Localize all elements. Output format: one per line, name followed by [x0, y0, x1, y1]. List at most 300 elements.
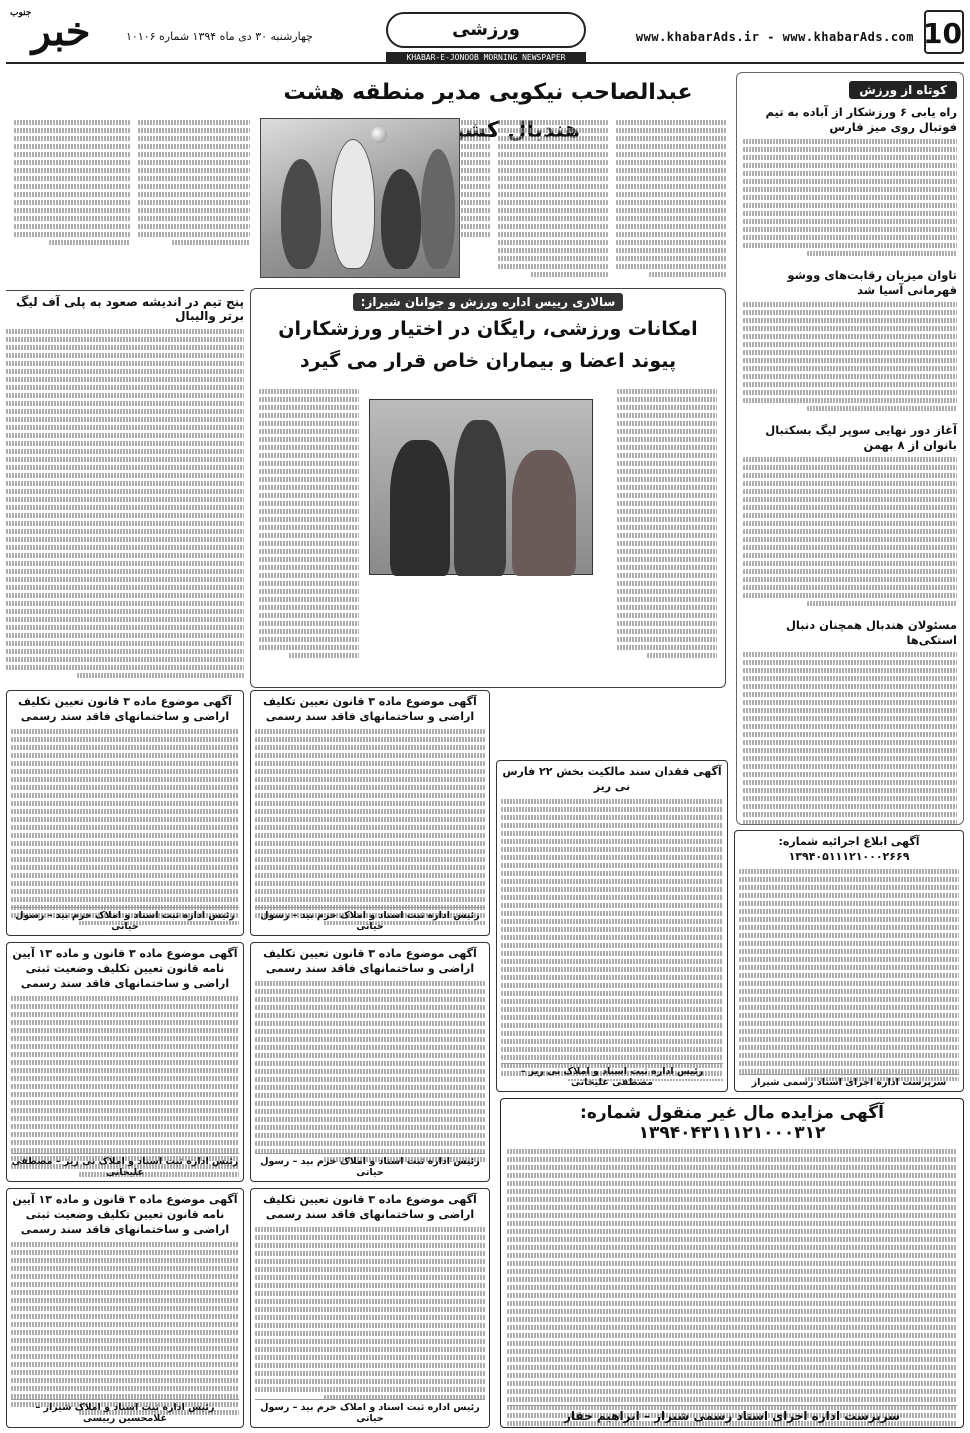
text-lines	[507, 1221, 957, 1226]
text-lines	[501, 1023, 723, 1028]
auction-body	[507, 1149, 957, 1428]
text-lines	[743, 457, 957, 462]
story-column	[498, 118, 608, 278]
text-lines	[255, 1235, 485, 1240]
text-lines	[617, 525, 717, 530]
notice-title[interactable]: آگهی ابلاغ اجرائیه شماره: ۱۳۹۴۰۵۱۱۱۲۱۰۰۰۲۶۶۹	[778, 835, 920, 863]
text-lines	[11, 833, 239, 838]
text-lines	[743, 585, 957, 590]
text-lines	[259, 581, 359, 586]
text-lines	[259, 461, 359, 466]
text-lines	[255, 833, 485, 838]
text-lines	[255, 1291, 485, 1296]
text-lines	[616, 232, 726, 237]
text-lines	[498, 200, 608, 205]
text-lines	[11, 1124, 239, 1129]
text-lines	[11, 1330, 239, 1335]
text-lines	[616, 200, 726, 205]
text-lines	[739, 933, 959, 938]
text-lines	[6, 457, 244, 462]
dateline: چهارشنبه ۳۰ دی ماه ۱۳۹۴ شماره ۱۰۱۰۶	[126, 30, 313, 43]
text-lines	[501, 887, 723, 892]
text-lines	[138, 120, 250, 125]
text-lines	[11, 817, 239, 822]
text-lines	[14, 200, 130, 205]
text-lines	[6, 377, 244, 382]
text-lines	[255, 1227, 485, 1232]
site-url[interactable]: www.khabarAds.ir - www.khabarAds.com	[635, 30, 914, 44]
volleyball-headline[interactable]: پنج تیم در اندیشه صعود به پلی آف لیگ برتر والیبال	[15, 295, 244, 323]
text-lines	[507, 1357, 957, 1362]
handball-ball	[371, 127, 387, 143]
text-lines	[743, 660, 957, 665]
notice-title[interactable]: آگهی فقدان سند مالکیت بخش ۲۲ فارس نی ریز	[502, 765, 722, 793]
auction-title[interactable]: آگهی مزایده مال غیر منقول شماره: ۱۳۹۴۰۴۳۱۱۱۲۱۰۰۰۳۱۲	[580, 1103, 884, 1143]
text-lines	[6, 369, 244, 374]
notice-signature: رئیس اداره ثبت اسناد و املاک نی ریز – مصطفی علیخانی	[11, 1153, 239, 1178]
text-lines	[617, 605, 717, 610]
text-lines	[255, 1243, 485, 1248]
text-lines	[617, 461, 717, 466]
text-lines	[255, 793, 485, 798]
text-lines	[743, 684, 957, 689]
text-lines	[807, 406, 957, 411]
feature-headline-line2[interactable]: پیوند اعضا و بیماران خاص قرار می گیرد	[299, 350, 677, 372]
brief-item	[743, 268, 957, 411]
text-lines	[259, 509, 359, 514]
text-lines	[138, 200, 250, 205]
text-lines	[255, 1109, 485, 1114]
text-lines	[11, 1004, 239, 1009]
text-lines	[739, 1037, 959, 1042]
text-lines	[11, 1378, 239, 1383]
text-lines	[507, 1365, 957, 1370]
text-lines	[11, 777, 239, 782]
text-lines	[259, 613, 359, 618]
text-lines	[743, 569, 957, 574]
text-lines	[259, 517, 359, 522]
text-lines	[617, 573, 717, 578]
text-lines	[259, 557, 359, 562]
text-lines	[11, 1338, 239, 1343]
text-lines	[498, 184, 608, 189]
text-lines	[743, 163, 957, 168]
text-lines	[501, 855, 723, 860]
text-lines	[743, 764, 957, 769]
text-lines	[255, 1005, 485, 1010]
text-lines	[743, 465, 957, 470]
notice-signature: رئیس اداره ثبت اسناد و املاک شیراز – غلامحسین رییسی	[11, 1399, 239, 1424]
text-lines	[617, 541, 717, 546]
auction-signature: سرپرست اداره اجرای اسناد رسمی شیراز – ابراهیم حقار	[507, 1405, 957, 1423]
text-lines	[6, 361, 244, 366]
text-lines	[259, 421, 359, 426]
text-lines	[259, 413, 359, 418]
text-lines	[14, 216, 130, 221]
masthead	[6, 6, 964, 64]
text-lines	[616, 184, 726, 189]
text-lines	[507, 1269, 957, 1274]
text-lines	[11, 809, 239, 814]
text-lines	[138, 128, 250, 133]
text-lines	[739, 941, 959, 946]
text-lines	[138, 152, 250, 157]
story-column	[616, 118, 726, 278]
text-lines	[743, 724, 957, 729]
legal-notice	[496, 760, 728, 1092]
text-lines	[11, 1052, 239, 1057]
text-lines	[255, 1117, 485, 1122]
text-lines	[739, 1045, 959, 1050]
briefs-label: کوتاه از ورزش	[849, 81, 957, 99]
notice-body	[255, 727, 485, 925]
text-lines	[6, 545, 244, 550]
text-lines	[743, 211, 957, 216]
text-lines	[498, 224, 608, 229]
text-lines	[138, 216, 250, 221]
text-lines	[11, 1100, 239, 1105]
text-lines	[259, 637, 359, 642]
text-lines	[11, 1140, 239, 1145]
story-column	[138, 118, 250, 278]
text-lines	[11, 1116, 239, 1121]
notice-body	[501, 797, 723, 1081]
text-lines	[743, 139, 957, 144]
notice-body	[11, 727, 239, 925]
text-lines	[138, 144, 250, 149]
text-lines	[743, 513, 957, 518]
text-lines	[6, 385, 244, 390]
text-lines	[11, 1258, 239, 1263]
text-lines	[6, 657, 244, 662]
text-lines	[739, 885, 959, 890]
text-lines	[743, 398, 957, 403]
story-column	[617, 387, 717, 683]
text-lines	[6, 505, 244, 510]
text-lines	[255, 849, 485, 854]
text-lines	[507, 1237, 957, 1242]
text-lines	[507, 1181, 957, 1186]
text-lines	[743, 748, 957, 753]
text-lines	[616, 144, 726, 149]
text-lines	[531, 272, 608, 277]
text-lines	[255, 1085, 485, 1090]
text-lines	[617, 493, 717, 498]
text-lines	[743, 521, 957, 526]
brief-title[interactable]: راه یابی ۶ ورزشکار از آباده به تیم فوتبال روی میز فارس	[765, 105, 957, 134]
text-lines	[138, 224, 250, 229]
text-lines	[11, 1354, 239, 1359]
text-lines	[739, 901, 959, 906]
text-lines	[739, 869, 959, 874]
text-lines	[501, 943, 723, 948]
text-lines	[259, 437, 359, 442]
text-lines	[501, 807, 723, 812]
text-lines	[11, 1068, 239, 1073]
text-lines	[616, 176, 726, 181]
text-lines	[255, 1093, 485, 1098]
notice-title[interactable]: آگهی موضوع ماده ۳ قانون و ماده ۱۳ آیین نامه قانون تعیین تکلیف وضعیت ثبتی اراضی و ساختمانهای فاقد سند رسمی	[12, 947, 238, 990]
text-lines	[616, 160, 726, 165]
text-lines	[498, 208, 608, 213]
text-lines	[11, 1386, 239, 1391]
text-lines	[743, 820, 957, 825]
text-lines	[739, 973, 959, 978]
text-lines	[743, 302, 957, 307]
player-figure	[281, 159, 321, 269]
text-lines	[739, 1061, 959, 1066]
text-lines	[743, 155, 957, 160]
text-lines	[14, 136, 130, 141]
text-lines	[501, 839, 723, 844]
feature-headline-line1[interactable]: امکانات ورزشی، رایگان در اختیار ورزشکاران	[278, 318, 698, 340]
text-lines	[14, 120, 130, 125]
text-lines	[138, 208, 250, 213]
text-lines	[617, 557, 717, 562]
text-lines	[498, 264, 608, 269]
text-lines	[11, 1250, 239, 1255]
text-lines	[259, 597, 359, 602]
brief-title[interactable]: تاوان میزبان رقابت‌های ووشو قهرمانی آسیا شد	[787, 268, 957, 297]
text-lines	[617, 477, 717, 482]
text-lines	[743, 553, 957, 558]
text-lines	[743, 505, 957, 510]
text-lines	[739, 965, 959, 970]
brief-title[interactable]: مسئولان هندبال همچنان دنبال استکی‌ها	[785, 618, 957, 647]
text-lines	[259, 565, 359, 570]
notice-title[interactable]: آگهی موضوع ماده ۳ قانون تعیین تکلیف اراضی و ساختمانهای فاقد سند رسمی	[18, 695, 232, 723]
text-lines	[739, 877, 959, 882]
text-lines	[255, 1315, 485, 1320]
brief-title[interactable]: آغاز دور نهایی سوپر لیگ بسکتبال بانوان از ۸ بهمن	[765, 423, 957, 452]
text-lines	[259, 621, 359, 626]
text-lines	[501, 895, 723, 900]
text-lines	[743, 700, 957, 705]
text-lines	[743, 692, 957, 697]
text-lines	[507, 1157, 957, 1162]
text-lines	[11, 1314, 239, 1319]
text-lines	[501, 975, 723, 980]
text-lines	[507, 1325, 957, 1330]
text-lines	[501, 863, 723, 868]
text-lines	[255, 1029, 485, 1034]
text-lines	[255, 753, 485, 758]
person-figure	[390, 440, 450, 576]
text-lines	[743, 716, 957, 721]
notice-title[interactable]: آگهی موضوع ماده ۳ قانون تعیین تکلیف اراضی و ساختمانهای فاقد سند رسمی	[263, 695, 477, 723]
text-lines	[11, 1020, 239, 1025]
text-lines	[259, 405, 359, 410]
text-lines	[501, 871, 723, 876]
text-lines	[255, 1379, 485, 1384]
text-lines	[743, 489, 957, 494]
text-lines	[11, 1322, 239, 1327]
text-lines	[498, 120, 608, 125]
feature-story	[250, 288, 726, 688]
text-lines	[11, 1370, 239, 1375]
person-figure	[512, 450, 576, 576]
text-lines	[507, 1373, 957, 1378]
text-lines	[255, 857, 485, 862]
text-lines	[49, 240, 130, 245]
logo-text: خبر	[31, 8, 91, 55]
text-lines	[743, 374, 957, 379]
text-lines	[11, 1012, 239, 1017]
text-lines	[11, 729, 239, 734]
text-lines	[259, 589, 359, 594]
text-lines	[11, 1076, 239, 1081]
text-lines	[255, 1037, 485, 1042]
text-lines	[255, 817, 485, 822]
text-lines	[739, 1021, 959, 1026]
text-lines	[259, 429, 359, 434]
text-lines	[807, 601, 957, 606]
text-lines	[6, 593, 244, 598]
text-lines	[14, 128, 130, 133]
text-lines	[617, 549, 717, 554]
text-lines	[255, 1307, 485, 1312]
text-lines	[11, 1092, 239, 1097]
text-lines	[739, 957, 959, 962]
text-lines	[507, 1381, 957, 1386]
text-lines	[255, 1101, 485, 1106]
text-lines	[501, 847, 723, 852]
text-lines	[138, 168, 250, 173]
notice-title[interactable]: آگهی موضوع ماده ۳ قانون تعیین تکلیف اراضی و ساختمانهای فاقد سند رسمی	[263, 947, 477, 975]
text-lines	[507, 1213, 957, 1218]
handball-headline[interactable]: عبدالصاحب نیکویی مدیر منطقه هشت	[283, 80, 693, 105]
text-lines	[743, 195, 957, 200]
text-lines	[617, 517, 717, 522]
text-lines	[507, 1205, 957, 1210]
text-lines	[289, 653, 359, 658]
page-number: 10	[924, 10, 964, 54]
text-lines	[255, 1355, 485, 1360]
text-lines	[501, 999, 723, 1004]
text-lines	[501, 799, 723, 804]
notice-title[interactable]: آگهی موضوع ماده ۳ قانون و ماده ۱۳ آیین نامه قانون تعیین تکلیف وضعیت ثبتی اراضی و ساختمانهای فاقد سند رسمی	[12, 1193, 238, 1236]
legal-notice	[6, 942, 244, 1182]
text-lines	[616, 208, 726, 213]
text-lines	[14, 160, 130, 165]
text-lines	[259, 605, 359, 610]
text-lines	[255, 897, 485, 902]
text-lines	[11, 889, 239, 894]
text-lines	[743, 772, 957, 777]
text-lines	[617, 645, 717, 650]
text-lines	[617, 421, 717, 426]
text-lines	[617, 637, 717, 642]
text-lines	[259, 485, 359, 490]
text-lines	[507, 1397, 957, 1402]
text-lines	[255, 1133, 485, 1138]
text-lines	[6, 521, 244, 526]
text-lines	[743, 796, 957, 801]
text-lines	[501, 967, 723, 972]
text-lines	[507, 1245, 957, 1250]
notice-title[interactable]: آگهی موضوع ماده ۳ قانون تعیین تکلیف اراضی و ساختمانهای فاقد سند رسمی	[263, 1193, 477, 1221]
text-lines	[259, 389, 359, 394]
text-lines	[14, 208, 130, 213]
text-lines	[617, 621, 717, 626]
text-lines	[255, 1275, 485, 1280]
text-lines	[617, 389, 717, 394]
text-lines	[743, 756, 957, 761]
text-lines	[255, 841, 485, 846]
text-lines	[501, 1047, 723, 1052]
text-lines	[739, 1013, 959, 1018]
text-lines	[743, 652, 957, 657]
text-lines	[6, 513, 244, 518]
text-lines	[6, 425, 244, 430]
text-lines	[11, 1132, 239, 1137]
text-lines	[743, 812, 957, 817]
text-lines	[255, 1331, 485, 1336]
text-lines	[255, 1283, 485, 1288]
text-lines	[255, 1387, 485, 1392]
text-lines	[11, 849, 239, 854]
text-lines	[739, 1029, 959, 1034]
text-lines	[255, 1077, 485, 1082]
text-lines	[14, 232, 130, 237]
story-column	[14, 118, 130, 278]
text-lines	[11, 1282, 239, 1287]
text-lines	[617, 597, 717, 602]
text-lines	[6, 641, 244, 646]
briefs-column	[736, 72, 964, 825]
text-lines	[255, 881, 485, 886]
text-lines	[11, 1036, 239, 1041]
text-lines	[11, 1290, 239, 1295]
text-lines	[6, 609, 244, 614]
text-lines	[255, 777, 485, 782]
text-lines	[255, 1339, 485, 1344]
text-lines	[11, 801, 239, 806]
text-lines	[507, 1197, 957, 1202]
text-lines	[6, 441, 244, 446]
text-lines	[255, 989, 485, 994]
text-lines	[616, 192, 726, 197]
text-lines	[11, 745, 239, 750]
text-lines	[743, 473, 957, 478]
text-lines	[501, 959, 723, 964]
text-lines	[138, 136, 250, 141]
text-lines	[507, 1173, 957, 1178]
text-lines	[6, 489, 244, 494]
text-lines	[616, 128, 726, 133]
brief-item	[743, 423, 957, 606]
text-lines	[616, 120, 726, 125]
text-lines	[743, 203, 957, 208]
text-lines	[501, 815, 723, 820]
text-lines	[6, 329, 244, 334]
text-lines	[739, 917, 959, 922]
text-lines	[6, 537, 244, 542]
text-lines	[11, 825, 239, 830]
text-lines	[743, 342, 957, 347]
text-lines	[259, 501, 359, 506]
text-lines	[743, 334, 957, 339]
text-lines	[6, 345, 244, 350]
text-lines	[6, 585, 244, 590]
text-lines	[11, 897, 239, 902]
text-lines	[743, 227, 957, 232]
text-lines	[498, 192, 608, 197]
text-lines	[501, 983, 723, 988]
player-figure	[331, 139, 375, 269]
text-lines	[739, 989, 959, 994]
text-lines	[11, 1108, 239, 1113]
